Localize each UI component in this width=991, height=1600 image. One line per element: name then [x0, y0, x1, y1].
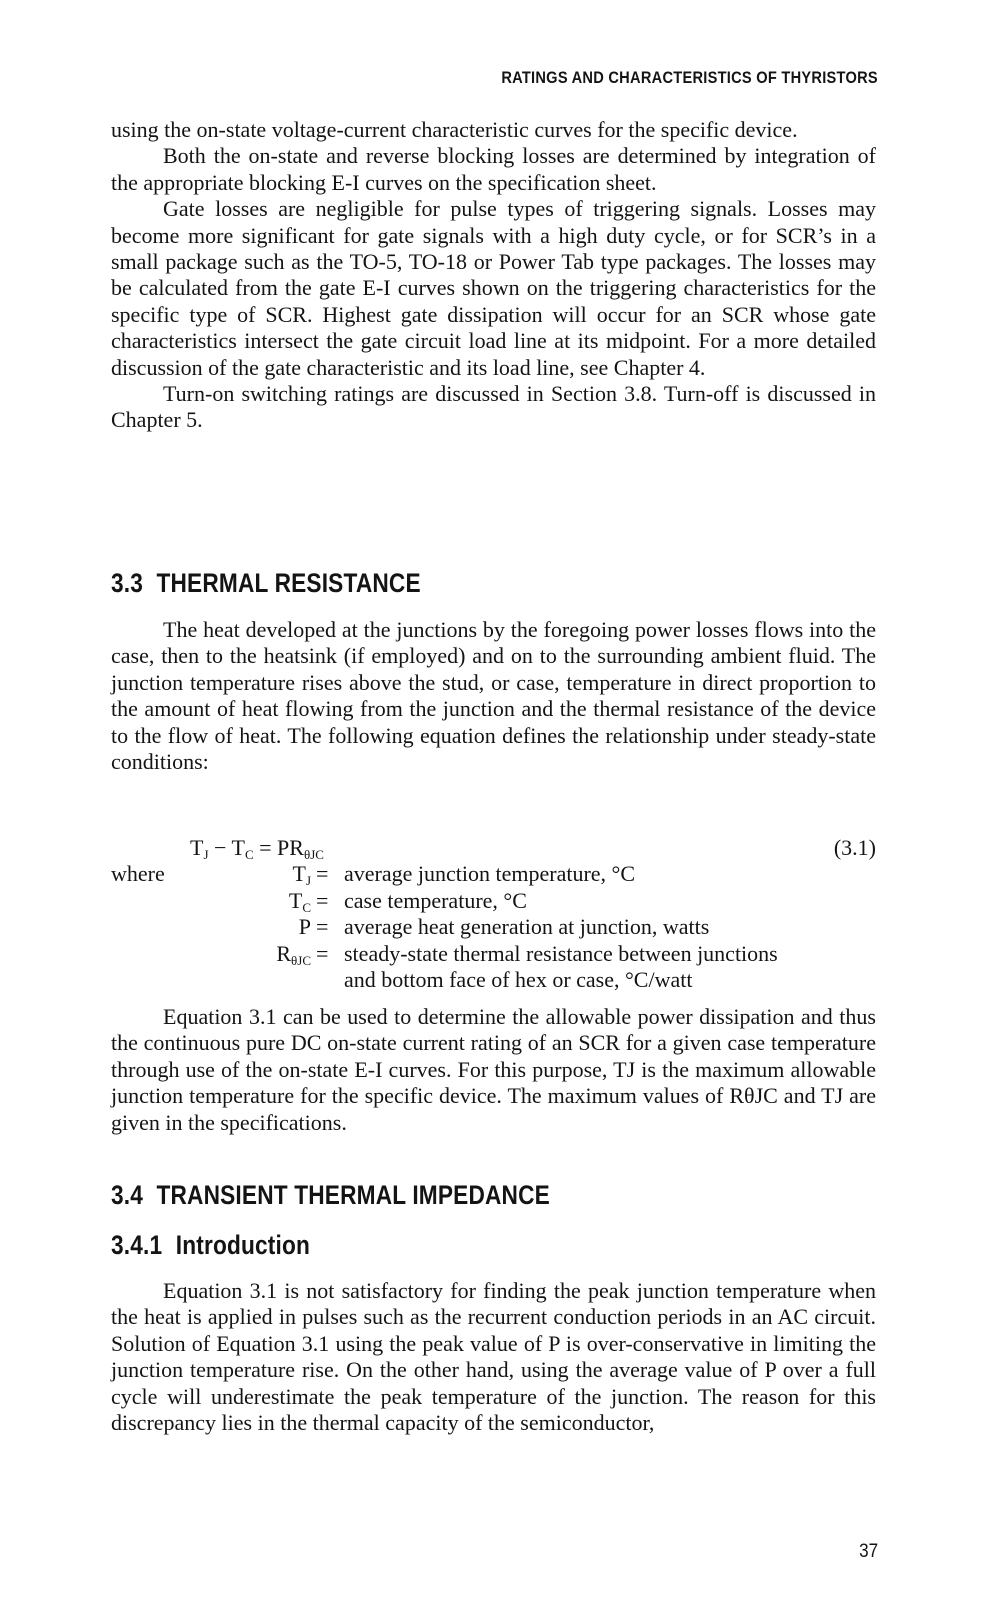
paragraph: Equation 3.1 can be used to determine the allowable power dissipation and thus the continuous pure DC on-state current rating of an SCR for a given case temperature through use of the on-state E-I curves. For this purpose, TJ is the maximum allowable junction temperature for the specific device. The maximum values of RθJC and TJ are given in the specifications.	[111, 1004, 876, 1135]
definition-symbol: $R_{\theta JC}$	[276, 940, 311, 968]
subsection-heading-3-4-1	[111, 1230, 310, 1261]
equation-line	[111, 835, 876, 861]
equation-3-1	[111, 835, 876, 993]
section-heading-3-3	[111, 568, 421, 599]
definition-symbol: $T_C$	[288, 887, 311, 915]
section-heading-3-4	[111, 1180, 550, 1211]
paragraph: Equation 3.1 is not satisfactory for finding the peak junction temperature when the heat is applied in pulses such as the recurrent conduction periods in an AC circuit. Solution of Equation 3.1 using the peak value of P is over-conservative in limiting the junction temperature rise. On the other hand, using the average value of P over a full cycle will underestimate the peak temperature of the junction. The reason for this discrepancy lies in the thermal capacity of the semiconductor,	[111, 1278, 876, 1436]
opening-text	[111, 117, 876, 434]
section-number: 3.3	[111, 568, 144, 598]
section-title: Introduction	[175, 1230, 311, 1260]
equals-sign: =	[316, 887, 329, 913]
thermal-resistance-text	[111, 617, 876, 775]
definition-text: average junction temperature, °C	[344, 861, 636, 887]
section-number: 3.4	[111, 1180, 144, 1210]
definition-text: case temperature, °C	[344, 887, 527, 913]
thermal-resistance-text-continued	[111, 1004, 876, 1136]
definition-symbol: P	[298, 914, 311, 940]
definition-text: average heat generation at junction, watts	[344, 914, 710, 940]
equation-formula: $T_J - T_C = PR_{\theta JC}$	[190, 835, 324, 862]
equation-number: (3.1)	[833, 835, 876, 860]
definition-row	[111, 888, 876, 914]
page-number: 37	[858, 1541, 878, 1562]
section-number: 3.4.1	[111, 1230, 163, 1260]
definition-row	[111, 861, 876, 887]
equals-sign: =	[316, 940, 329, 966]
equals-sign: =	[316, 914, 329, 940]
definition-row	[111, 967, 876, 993]
definition-text: and bottom face of hex or case, °C/watt	[344, 966, 693, 992]
section-title: THERMAL RESISTANCE	[156, 568, 421, 598]
where-label: where	[111, 861, 165, 887]
paragraph: Gate losses are negligible for pulse types of triggering signals. Losses may become more significant for gate signals with a high duty cycle, or for SCR’s in a small package such as the TO-5, TO-18 or Power Tab type packages. The losses may be calculated from the gate E-I curves shown on the triggering characteristics for the specific type of SCR. Highest gate dissipation will occur for an SCR whose gate characteristics intersect the gate circuit load line at its midpoint. For a more detailed discussion of the gate characteristic and its load line, see Chapter 4.	[111, 196, 876, 380]
section-title: TRANSIENT THERMAL IMPEDANCE	[156, 1180, 550, 1210]
definition-symbol: $T_J$	[292, 861, 311, 889]
introduction-text	[111, 1278, 876, 1436]
definition-row	[111, 914, 876, 940]
paragraph: Turn-on switching ratings are discussed in Section 3.8. Turn-off is discussed in Chapter 5.	[111, 381, 876, 433]
paragraph: The heat developed at the junctions by the foregoing power losses flows into the case, then to the heatsink (if employed) and on to the surrounding ambient fluid. The junction temperature rises above the stud, or case, temperature in direct proportion to the amount of heat flowing from the junction and the thermal resistance of the device to the flow of heat. The following equation defines the relationship under steady-state conditions:	[111, 617, 876, 775]
definition-text: steady-state thermal resistance between junctions	[344, 940, 778, 966]
paragraph: using the on-state voltage-current characteristic curves for the specific device.	[111, 117, 798, 142]
equals-sign: =	[316, 861, 329, 887]
paragraph: Both the on-state and reverse blocking losses are determined by integration of the appropriate blocking E-I curves on the specification sheet.	[111, 143, 876, 195]
definition-row	[111, 941, 876, 967]
running-head: RATINGS AND CHARACTERISTICS OF THYRISTORS	[501, 68, 878, 87]
